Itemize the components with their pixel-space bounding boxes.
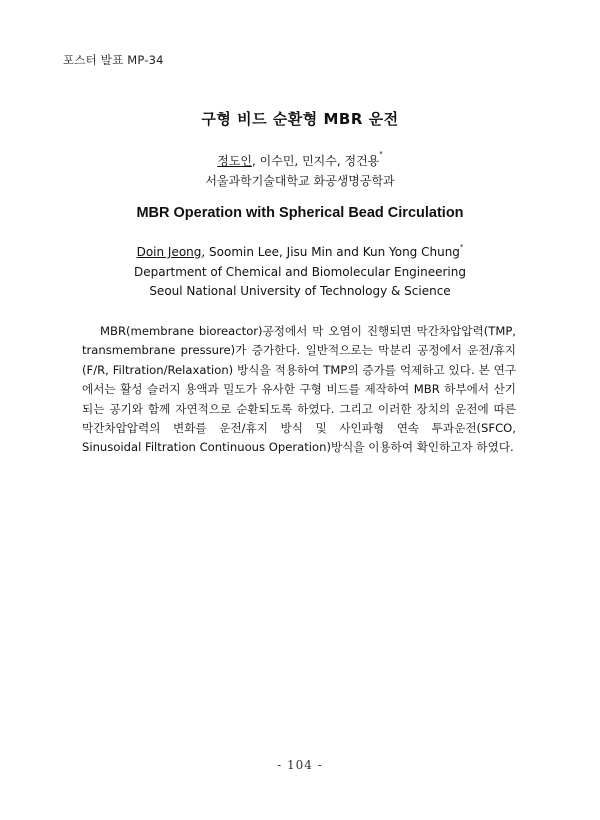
affiliation-korean: 서울과학기술대학교 화공생명공학과: [205, 174, 395, 188]
corresponding-mark-english: *: [459, 243, 464, 251]
page-number: - 104 -: [277, 758, 323, 772]
department-english: Department of Chemical and Biomolecular Engineering: [134, 265, 466, 279]
session-tag: 포스터 발표 MP-34: [63, 53, 164, 67]
title-english: MBR Operation with Spherical Bead Circulation: [136, 205, 464, 221]
first-author-english: Doin Jeong: [136, 245, 202, 259]
first-author-korean: 정도인: [217, 154, 253, 168]
abstract-body: [82, 322, 516, 458]
authors-korean: [0, 152, 600, 169]
title-korean: 구형 비드 순환형 MBR 운전: [201, 110, 399, 128]
corresponding-mark-korean: *: [379, 150, 383, 158]
other-authors-korean: , 이수민, 민지수, 정건용: [252, 154, 380, 168]
university-english: Seoul National University of Technology & Science: [149, 284, 451, 298]
abstract-paragraph: MBR(membrane bioreactor)공정에서 막 오염이 진행되면 막간차압압력(TMP, transmembrane pressure)가 증가한다. 일반적으로는 막분리 공정에서 운전/휴지(F/R, Filtration/Relaxation) 방식을 적용하여 TMP의 증가를 억제하고 있다. 본 연구에서는 활성 슬러지 용액과 밀도가 유사한 구형 비드를 제작하여 MBR 하부에서 산기되는 공기와 함께 자연적으로 순환되도록 하였다. 그리고 이러한 장치의 운전에 따른 막간차압압력의 변화를 운전/휴지 방식 및 사인파형 연속 투과운전(SFCO, Sinusoidal Filtration Continuous Operation)방식을 이용하여 확인하고자 하였다.: [82, 324, 516, 455]
authors-english: [0, 245, 600, 259]
other-authors-english: , Soomin Lee, Jisu Min and Kun Yong Chung: [201, 245, 460, 259]
